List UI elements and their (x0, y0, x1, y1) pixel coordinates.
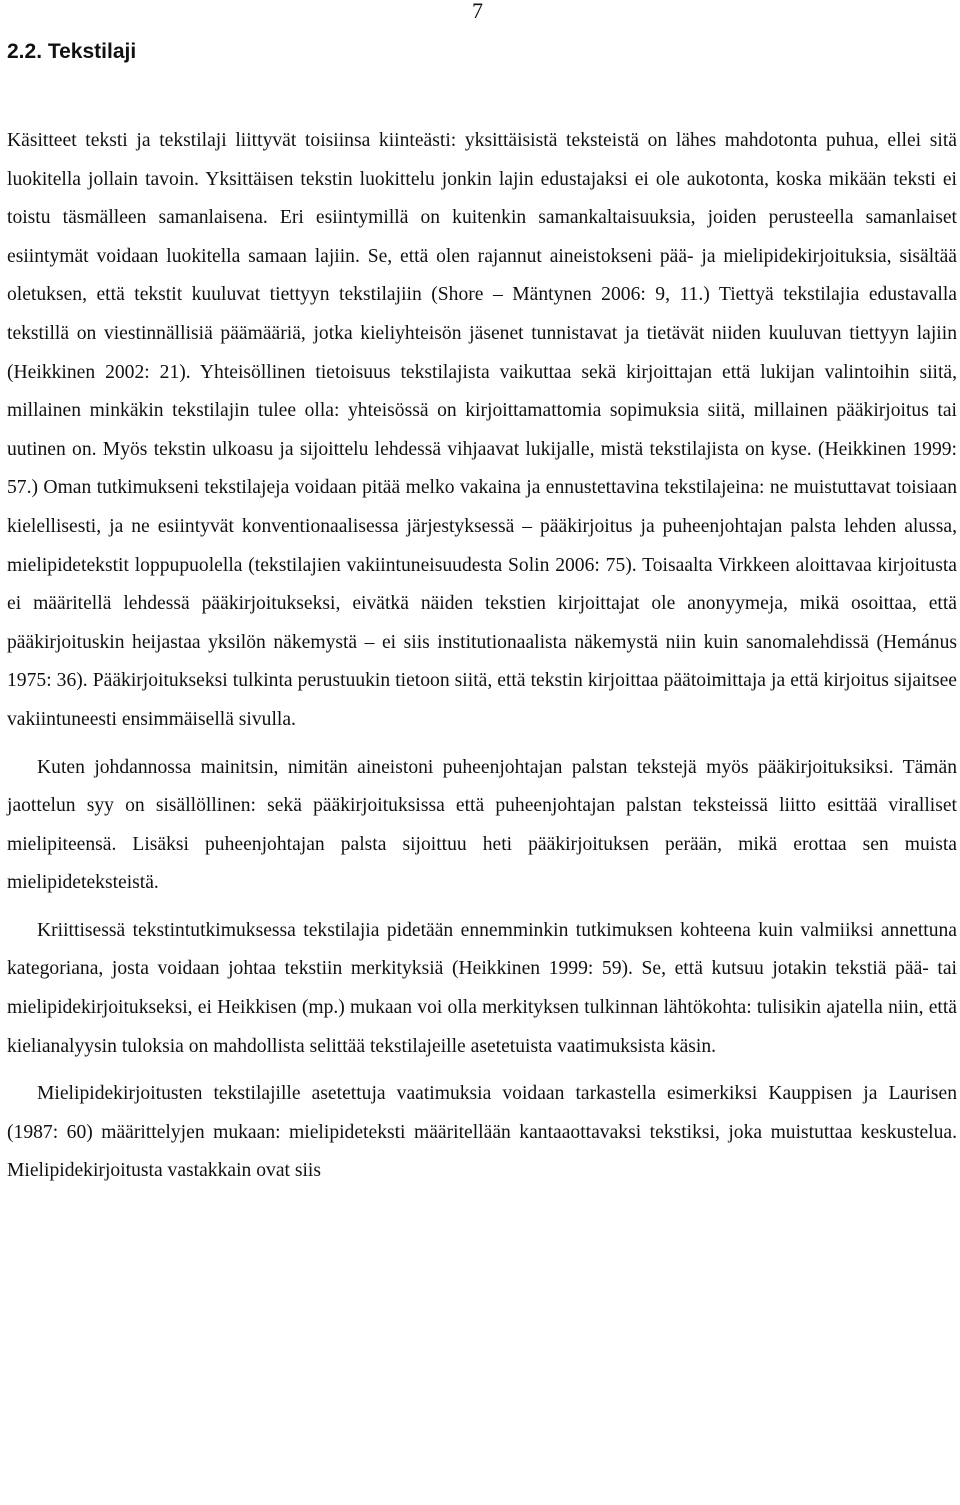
paragraph-1: Käsitteet teksti ja tekstilaji liittyvät toisiinsa kiinteästi: yksittäisistä teksteistä on lähes mahdotonta puhua, ellei sitä luokitella jollain tavoin. Yksittäisen tekstin luokittelu jonkin lajin edustajaksi ei ole aukotonta, koska mikään teksti ei toistu täsmälleen samanlaisena. Eri esiintymillä on kuitenkin samankaltaisuuksia, joiden perusteella samanlaiset esiintymät voidaan luokitella samaan lajiin. Se, että olen rajannut aineistokseni pää- ja mielipidekirjoituksia, sisältää oletuksen, että tekstit kuuluvat tiettyyn tekstilajiin (Shore – Mäntynen 2006: 9, 11.) Tiettyä tekstilajia edustavalla tekstillä on viestinnällisiä päämääriä, jotka kieliyhteisön jäsenet tunnistavat ja tietävät niiden kuuluvan tiettyyn lajiin (Heikkinen 2002: 21). Yhteisöllinen tietoisuus tekstilajista vaikuttaa sekä kirjoittajan että lukijan valintoihin siitä, millainen minkäkin tekstilajin tulee olla: yhteisössä on kirjoittamattomia sopimuksia siitä, millainen pääkirjoitus tai uutinen on. Myös tekstin ulkoasu ja sijoittelu lehdessä vihjaavat lukijalle, mistä tekstilajista on kyse. (Heikkinen 1999: 57.) Oman tutkimukseni tekstilajeja voidaan pitää melko vakaina ja ennustettavina tekstilajeina: ne muistuttavat toisiaan kielellisesti, ja ne esiintyvät konventionaalisessa järjestyksessä – pääkirjoitus ja puheenjohtajan palsta lehden alussa, mielipidetekstit loppupuolella (tekstilajien vakiintuneisuudesta Solin 2006: 75). Toisaalta Virkkeen aloittavaa kirjoitusta ei määritellä lehdessä pääkirjoitukseksi, eivätkä näiden tekstien kirjoittajat ole anonyymeja, mikä osoittaa, että pääkirjoituskin heijastaa yksilön näkemystä – ei siis institutionaalista näkemystä niin kuin sanomalehdissä (Hemánus 1975: 36). Pääkirjoitukseksi tulkinta perustuukin tietoon siitä, että tekstin kirjoittaa päätoimittaja ja että kirjoitus sijaitsee vakiintuneesti ensimmäisellä sivulla. (7, 130, 957, 730)
paragraph-2: Kuten johdannossa mainitsin, nimitän aineistoni puheenjohtajan palstan tekstejä myös pääkirjoituksiksi. Tämän jaottelun syy on sisällöllinen: sekä pääkirjoituksissa että puheenjohtajan palstan teksteissä liitto esittää viralliset mielipiteensä. Lisäksi puheenjohtajan palsta sijoittuu heti pääkirjoituksen perään, mikä erottaa sen muista mielipideteksteistä. (7, 756, 957, 894)
body-text (7, 122, 957, 1200)
page-number: 7 (472, 0, 483, 23)
paragraph-4: Mielipidekirjoitusten tekstilajille asetettuja vaatimuksia voidaan tarkastella esimerkiksi Kauppisen ja Laurisen (1987: 60) määrittelyjen mukaan: mielipideteksti määritellään kantaaottavaksi tekstiksi, joka muistuttaa keskustelua. Mielipidekirjoitusta vastakkain ovat siis (7, 1083, 957, 1182)
paragraph-3: Kriittisessä tekstintutkimuksessa tekstilajia pidetään ennemminkin tutkimuksen kohteena kuin valmiiksi annettuna kategoriana, josta voidaan johtaa tekstiin merkityksiä (Heikkinen 1999: 59). Se, että kutsuu jotakin tekstiä pää- tai mielipidekirjoitukseksi, ei Heikkisen (mp.) mukaan voi olla merkityksen tulkinnan lähtökohta: tulisikin ajatella niin, että kielianalyysin tuloksia on mahdollista selittää tekstilajeille asetetuista vaatimuksista käsin. (7, 919, 957, 1057)
section-heading: 2.2. Tekstilaji (7, 40, 137, 63)
